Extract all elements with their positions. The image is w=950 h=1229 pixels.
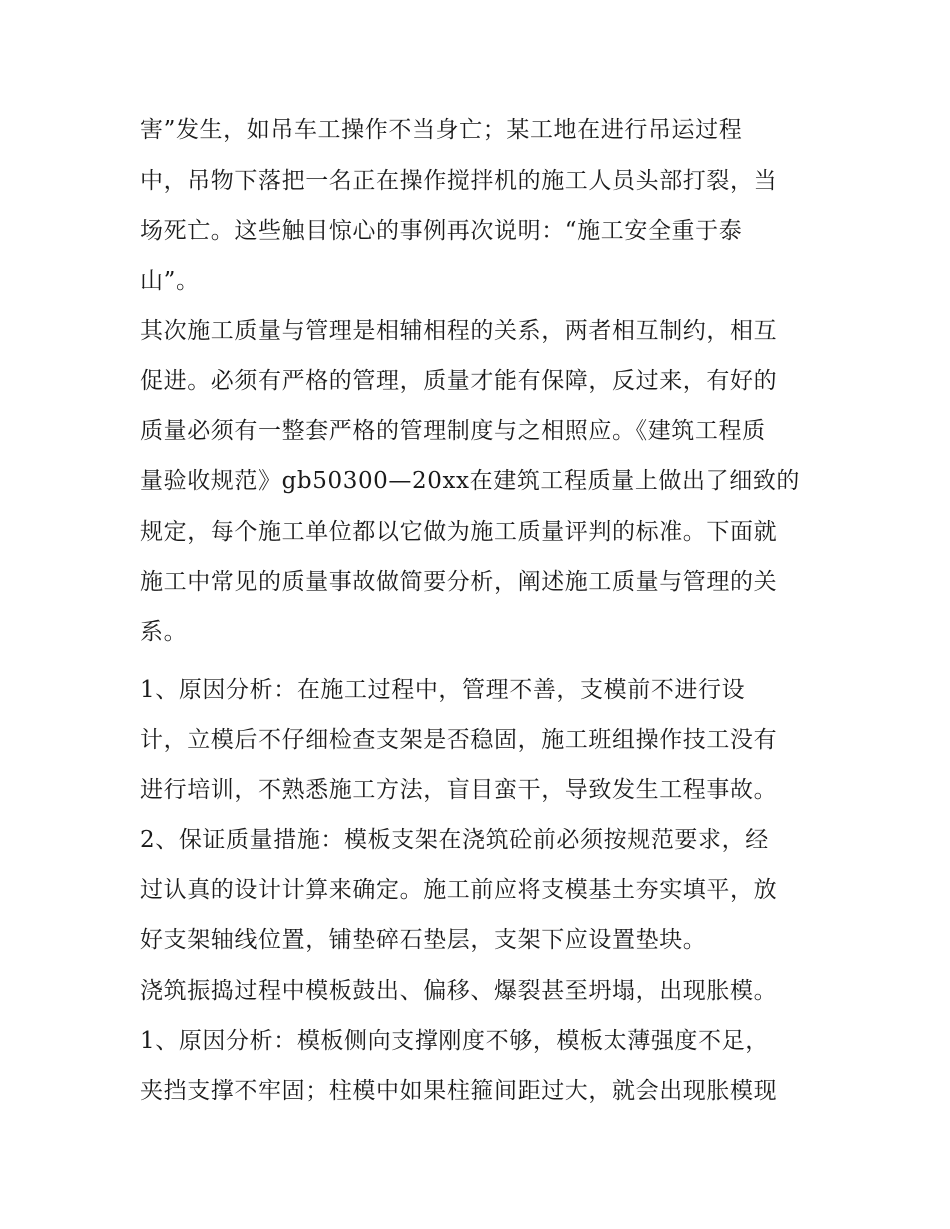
text-line: 进行培训，不熟悉施工方法，盲目蛮干，导致发生工程事故。 bbox=[140, 777, 778, 803]
text-line: 中，吊物下落把一名正在操作搅拌机的施工人员头部打裂，当 bbox=[140, 168, 778, 194]
text-line: 1、原因分析：在施工过程中，管理不善，支模前不进行设 bbox=[140, 677, 746, 703]
text-line: 1、原因分析：模板侧向支撑刚度不够，模板太薄强度不足， bbox=[140, 1028, 769, 1054]
text-line: 促进。必须有严格的管理，质量才能有保障，反过来，有好的 bbox=[140, 368, 778, 394]
text-line: 系。 bbox=[140, 619, 188, 645]
text-line: 其次施工质量与管理是相辅相程的关系，两者相互制约，相互 bbox=[140, 318, 778, 344]
text-line: 规定，每个施工单位都以它做为施工质量评判的标准。下面就 bbox=[140, 519, 778, 545]
text-line: 施工中常见的质量事故做简要分析，阐述施工质量与管理的关 bbox=[140, 569, 778, 595]
text-line: 2、保证质量措施：模板支架在浇筑砼前必须按规范要求，经 bbox=[140, 827, 769, 853]
text-line: 质量必须有一整套严格的管理制度与之相照应。《建筑工程质 bbox=[140, 418, 766, 444]
text-line: 场死亡。这些触目惊心的事例再次说明：“施工安全重于泰 bbox=[140, 218, 743, 244]
text-line: 过认真的设计计算来确定。施工前应将支模基土夯实填平，放 bbox=[140, 877, 778, 903]
text-line: 浇筑振捣过程中模板鼓出、偏移、爆裂甚至坍塌，出现胀模。 bbox=[140, 978, 778, 1004]
text-line: 好支架轴线位置，铺垫碎石垫层，支架下应设置垫块。 bbox=[140, 927, 707, 953]
text-line: 害”发生，如吊车工操作不当身亡；某工地在进行吊运过程 bbox=[140, 117, 743, 143]
text-line: 计，立模后不仔细检查支架是否稳固，施工班组操作技工没有 bbox=[140, 727, 778, 753]
text-line: 夹挡支撑不牢固；柱模中如果柱箍间距过大，就会出现胀模现 bbox=[140, 1078, 778, 1104]
text-line: 量验收规范》gb50300—20xx在建筑工程质量上做出了细致的 bbox=[140, 468, 801, 494]
text-line: 山”。 bbox=[140, 268, 200, 294]
